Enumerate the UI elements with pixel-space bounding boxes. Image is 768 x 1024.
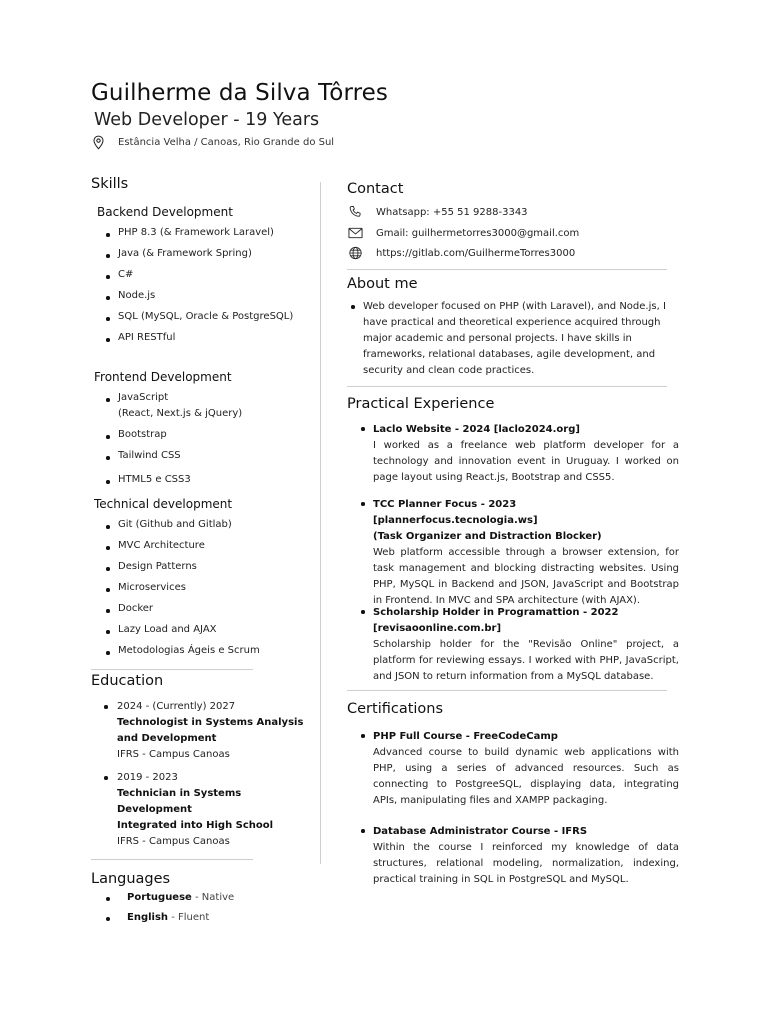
experience-title: Scholarship Holder in Programattion - 2022 bbox=[373, 607, 619, 618]
certification-description: Within the course I reinforced my knowledge of data structures, relational modeling, normalization, indexing, practical training in SQL in PostgreSQL and MySQL. bbox=[373, 842, 679, 885]
education-period: 2024 - (Currently) 2027 bbox=[117, 701, 236, 712]
experience-description: Scholarship holder for the "Revisão Online" project, a platform for reviewing essays. I worked with PHP, JavaScript, and JSON to return information from a MySQL database. bbox=[373, 639, 679, 682]
experience-description: Web platform accessible through a browser extension, for task management and blocking distracting websites. Using PHP, MySQL in Backend and JSON, JavaScript and Bootstrap in Frontend. In MVC and SPA architecture (with AJAX). bbox=[373, 547, 679, 606]
list-item: SQL (MySQL, Oracle & PostgreSQL) bbox=[106, 311, 293, 332]
education-entry bbox=[104, 699, 303, 763]
certification-title: Database Administrator Course - IFRS bbox=[373, 826, 588, 837]
section-divider bbox=[347, 386, 667, 387]
backend-heading: Backend Development bbox=[97, 205, 233, 219]
list-item: Java (& Framework Spring) bbox=[106, 248, 293, 269]
experience-subtitle: [revisaoonline.com.br] bbox=[373, 623, 502, 634]
languages-heading: Languages bbox=[91, 871, 171, 887]
experience-title: Laclo Website - 2024 [laclo2024.org] bbox=[373, 424, 580, 435]
list-item: JavaScript bbox=[106, 392, 242, 408]
frontend-skills-list bbox=[106, 392, 242, 495]
experience-entry bbox=[361, 605, 679, 685]
bullet bbox=[361, 829, 365, 833]
list-item: Lazy Load and AJAX bbox=[106, 624, 260, 645]
language-level: - Native bbox=[191, 892, 235, 903]
section-divider bbox=[91, 859, 253, 860]
contact-phone bbox=[347, 205, 528, 219]
frontend-heading: Frontend Development bbox=[94, 370, 232, 384]
bullet bbox=[361, 427, 365, 431]
resume-job-title: Web Developer - 19 Years bbox=[94, 110, 320, 130]
bullet bbox=[104, 776, 108, 780]
education-school: IFRS - Campus Canoas bbox=[117, 749, 230, 760]
certification-title: PHP Full Course - FreeCodeCamp bbox=[373, 731, 558, 742]
education-period: 2019 - 2023 bbox=[117, 772, 178, 783]
bullet bbox=[361, 502, 365, 506]
education-school: IFRS - Campus Canoas bbox=[117, 836, 230, 847]
bullet bbox=[104, 705, 108, 709]
education-degree: Technologist in Systems Analysis bbox=[117, 717, 304, 728]
education-entry bbox=[104, 770, 273, 850]
certifications-heading: Certifications bbox=[347, 701, 444, 717]
list-item: Git (Github and Gitlab) bbox=[106, 519, 260, 540]
location-text: Estância Velha / Canoas, Rio Grande do Sul bbox=[118, 137, 335, 148]
list-item: HTML5 e CSS3 bbox=[106, 474, 242, 495]
education-degree: Technician in Systems bbox=[117, 788, 242, 799]
resume-name: Guilherme da Silva Tôrres bbox=[91, 80, 388, 106]
language-item bbox=[106, 892, 234, 903]
experience-entry bbox=[361, 497, 679, 609]
certification-entry bbox=[361, 824, 679, 888]
education-degree: Development bbox=[117, 804, 192, 815]
list-item: Tailwind CSS bbox=[106, 450, 242, 474]
backend-skills-list bbox=[106, 227, 293, 353]
list-item: Microservices bbox=[106, 582, 260, 603]
education-degree: and Development bbox=[117, 733, 217, 744]
about-heading: About me bbox=[347, 276, 418, 292]
technical-skills-list bbox=[106, 519, 260, 666]
contact-web bbox=[347, 246, 575, 260]
contact-email bbox=[347, 226, 579, 240]
certification-description: Advanced course to build dynamic web applications with PHP, using a series of advanced resources. Such as connecting to PostgreeSQL, displaying data, integrating APIs, manipulating files and XAMPP packaging. bbox=[373, 747, 679, 806]
list-item: MVC Architecture bbox=[106, 540, 260, 561]
list-item: Metodologias Ágeis e Scrum bbox=[106, 645, 260, 666]
language-name: Portuguese bbox=[127, 892, 192, 903]
contact-heading: Contact bbox=[347, 181, 404, 197]
technical-heading: Technical development bbox=[94, 497, 233, 511]
gitlab-link[interactable]: https://gitlab.com/GuilhermeTorres3000 bbox=[376, 247, 576, 259]
list-item: PHP 8.3 (& Framework Laravel) bbox=[106, 227, 293, 248]
language-name: English bbox=[127, 912, 169, 923]
column-divider bbox=[320, 182, 321, 864]
experience-entry bbox=[361, 422, 679, 486]
bullet bbox=[361, 734, 365, 738]
section-divider bbox=[347, 269, 667, 270]
experience-title: TCC Planner Focus - 2023 [plannerfocus.tecnologia.ws] bbox=[373, 499, 538, 526]
skills-heading: Skills bbox=[91, 176, 129, 192]
bullet bbox=[106, 897, 110, 901]
list-item: Design Patterns bbox=[106, 561, 260, 582]
list-item: Docker bbox=[106, 603, 260, 624]
language-level: - Fluent bbox=[168, 912, 210, 923]
list-item: API RESTful bbox=[106, 332, 293, 353]
section-divider bbox=[347, 690, 667, 691]
location-pin-icon bbox=[91, 135, 106, 150]
list-item-continuation: (React, Next.js & jQuery) bbox=[118, 408, 243, 419]
list-item: C# bbox=[106, 269, 293, 290]
phone-icon bbox=[348, 205, 363, 219]
mail-icon bbox=[348, 226, 363, 240]
education-degree: Integrated into High School bbox=[117, 820, 274, 831]
phone-text: Whatsapp: +55 51 9288-3343 bbox=[376, 206, 528, 218]
experience-subtitle: (Task Organizer and Distraction Blocker) bbox=[373, 531, 602, 542]
location bbox=[91, 135, 334, 150]
education-heading: Education bbox=[91, 673, 164, 689]
certification-entry bbox=[361, 729, 679, 809]
list-item: Bootstrap bbox=[106, 429, 242, 450]
section-divider bbox=[91, 669, 253, 670]
list-item: Node.js bbox=[106, 290, 293, 311]
globe-icon bbox=[348, 246, 363, 260]
experience-description: I worked as a freelance web platform developer for a technology and innovation event in Uruguay. I worked on page layout using React.js, Bootstrap and CSS5. bbox=[373, 440, 679, 483]
language-item bbox=[106, 912, 209, 923]
bullet bbox=[106, 917, 110, 921]
about-text: Web developer focused on PHP (with Laravel), and Node.js, I have practical and theoretical experience acquired through major academic and personal projects. I have skills in frameworks, relational databases, agile development, and security and clean code practices. bbox=[351, 299, 673, 379]
email-link[interactable]: Gmail: guilhermetorres3000@gmail.com bbox=[376, 227, 580, 239]
experience-heading: Practical Experience bbox=[347, 396, 495, 412]
bullet bbox=[361, 610, 365, 614]
